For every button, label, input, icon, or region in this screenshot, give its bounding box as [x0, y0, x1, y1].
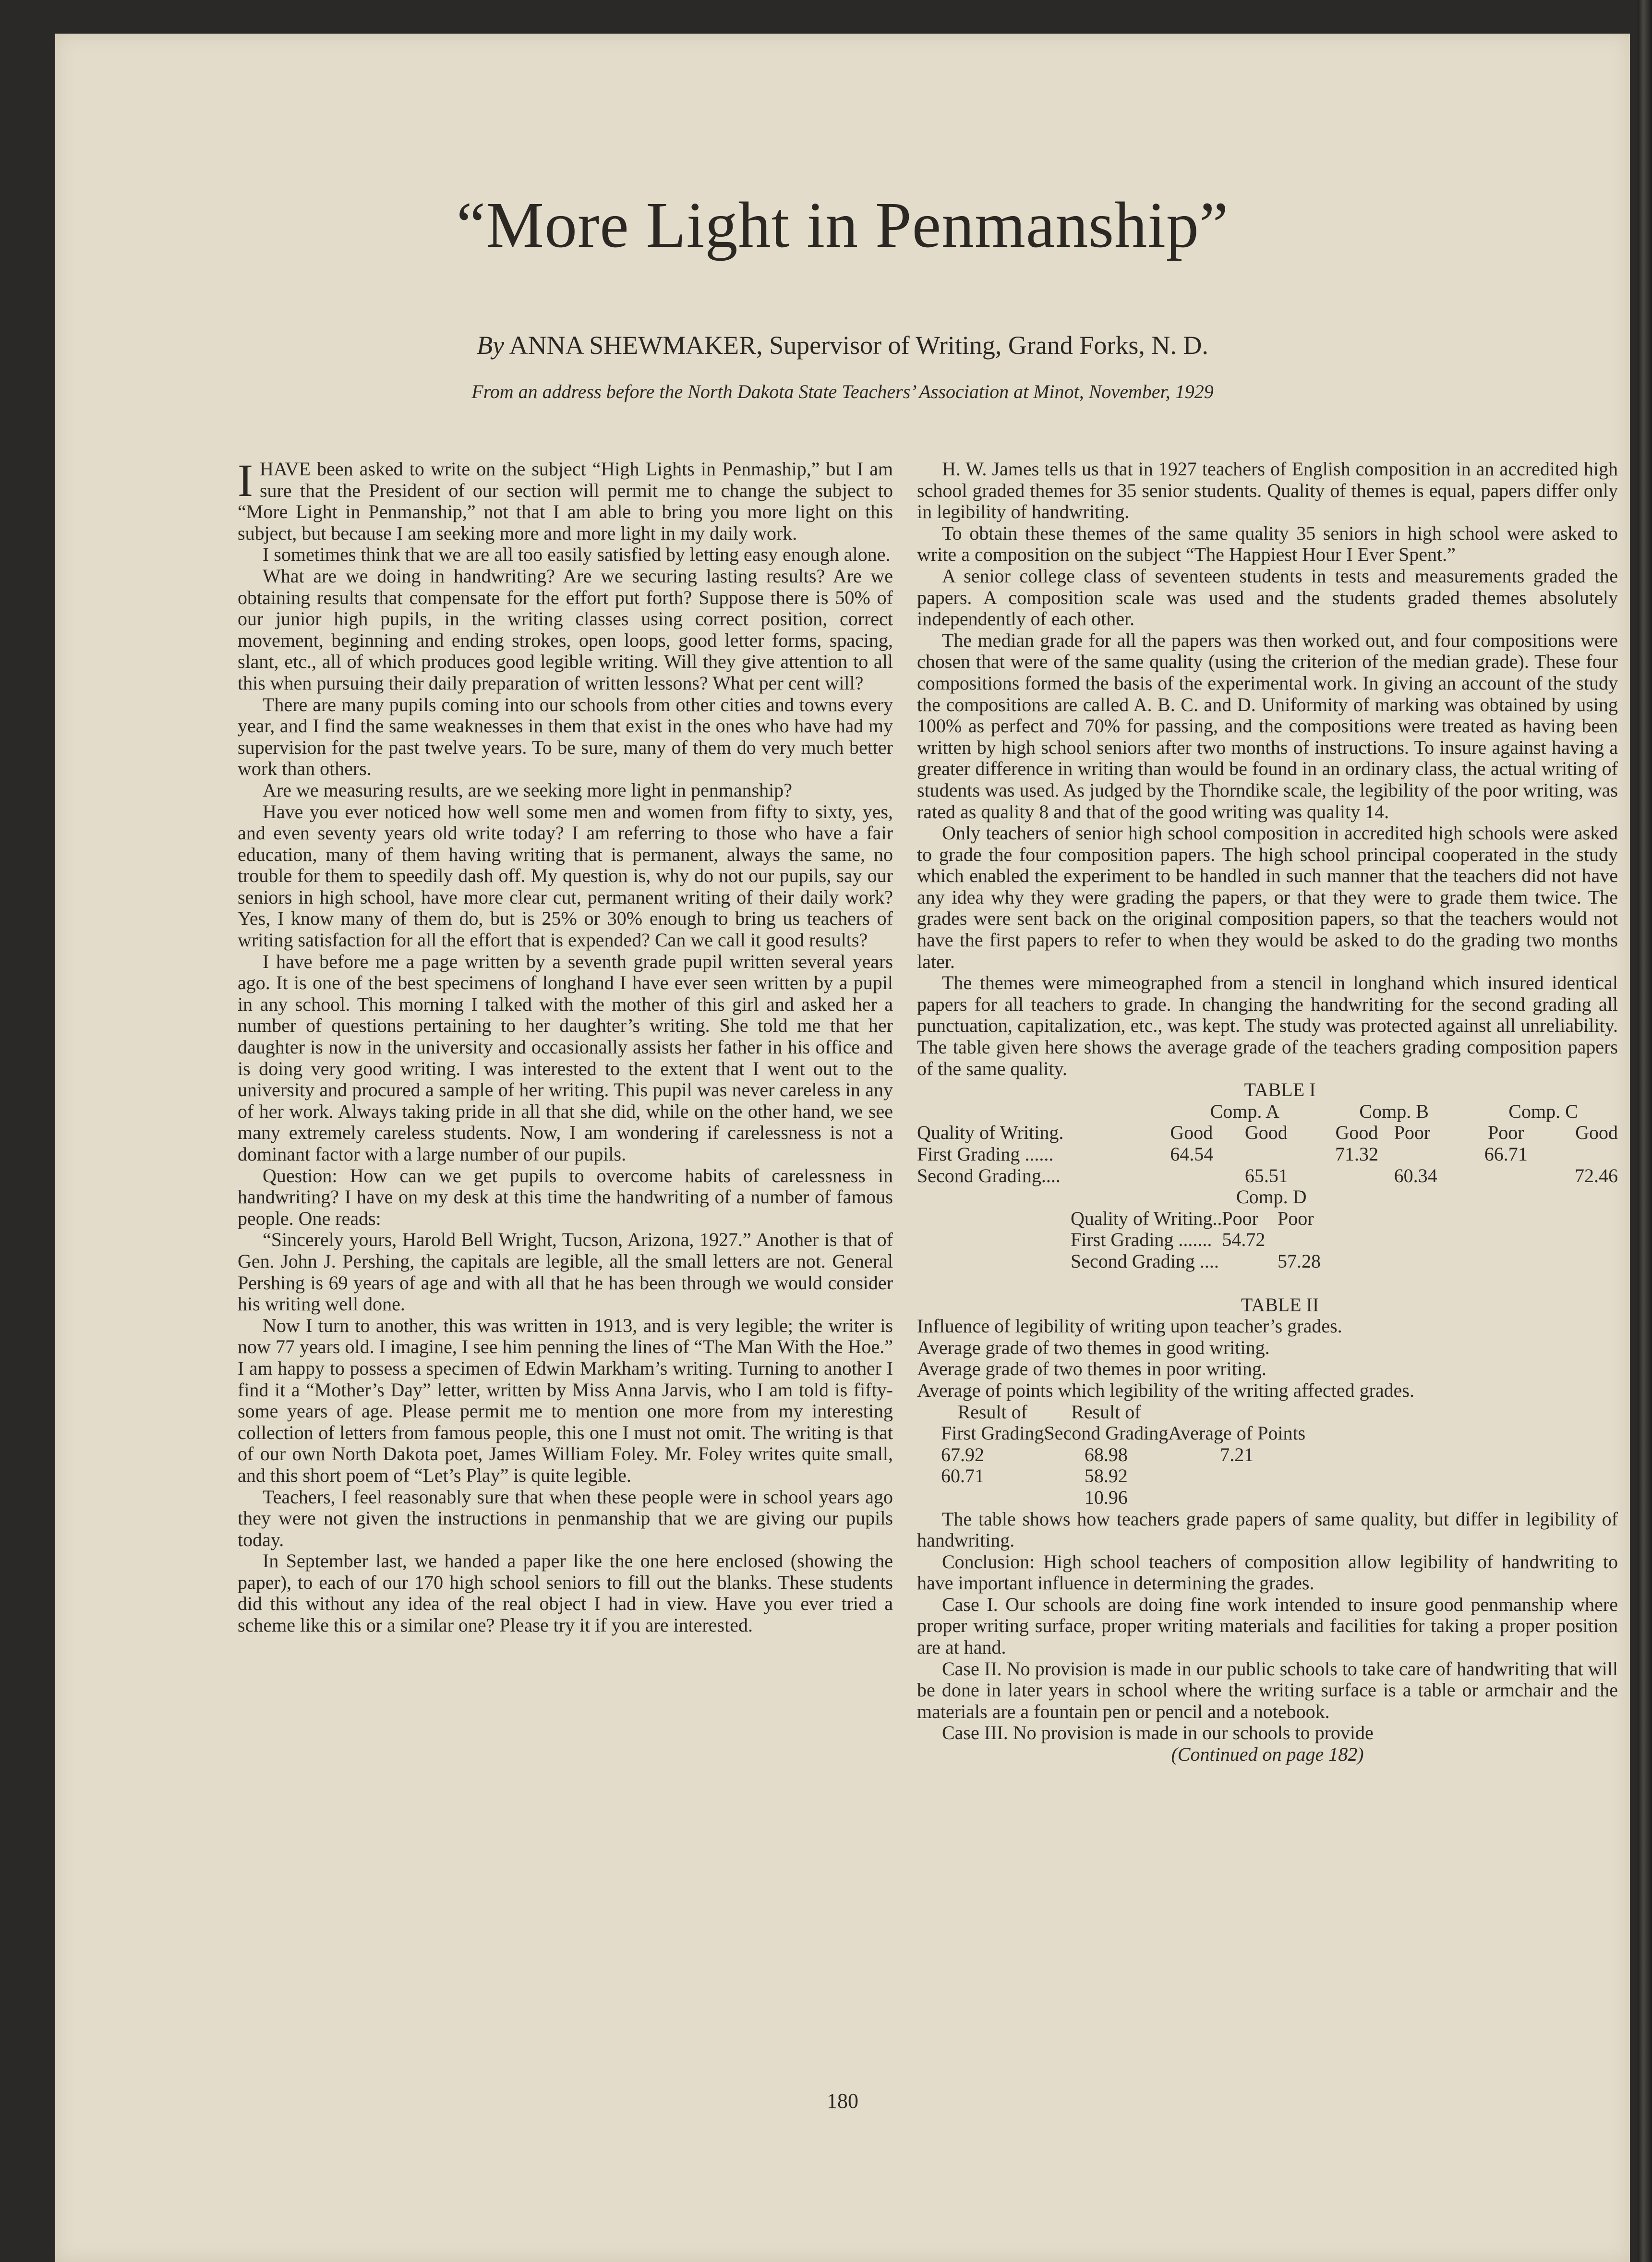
table-cell: Poor	[1222, 1207, 1258, 1229]
paragraph: Case II. No provision is made in our public schools to take care of handwriting that will be done in later years in school where the writing surface is a table or armchair and the materials are a fountain pen or pencil and a notebook.	[917, 1657, 1618, 1722]
table-row	[1071, 1229, 1321, 1251]
paragraph: Teachers, I feel reasonably sure that when these people were in school years ago they were not given the instructions in penmanship that we are giving our pupils today.	[238, 1486, 893, 1550]
paragraph: Have you ever noticed how well some men and women from fifty to sixty, yes, and even seventy years old write today? I am referring to those who have a fair education, many of them having writing that is permanent, always the same, no trouble for them to speedily dash off. My question is, why do not our pupils, say our seniors in high school, have more clear cut, permanent writing of their daily work? Yes, I know many of them do, but is 25% or 30% enough to bring us teachers of writing satisfaction for all the effort that is expended? Can we call it good results?	[238, 800, 893, 951]
table-cell: 64.54	[1170, 1143, 1214, 1165]
table-cell: Poor	[1394, 1122, 1431, 1144]
table-cell: Poor	[1488, 1122, 1524, 1144]
table-header: First Grading	[941, 1422, 1044, 1444]
table-row	[941, 1444, 1305, 1466]
paragraph: The median grade for all the papers was then worked out, and four compositions were chosen that were of the same quality (using the criterion of the median grade). These four compositions formed the basis of the experimental work. In giving an account of the study the compositions are called A. B. C. and D. Uniformity of marking was obtained by using 100% as perfect and 70% for passing, and the compositions were treated as having been written by high school seniors after two months of instructions. To insure against having a greater difference in writing than would be found in an ordinary class, the actual writing of students was used. As judged by the Thorndike scale, the legibility of the poor writing, was rated as quality 8 and that of the good writing was quality 14.	[917, 629, 1618, 823]
table-cell: Good	[1335, 1122, 1378, 1144]
table-cell: Poor	[1277, 1207, 1314, 1229]
table-row	[1071, 1186, 1321, 1208]
table-cell: Good	[1575, 1122, 1618, 1144]
table-header: Comp. A	[1210, 1100, 1280, 1122]
table-row	[941, 1423, 1305, 1444]
right-column	[917, 459, 1618, 2019]
table-cell: Quality of Writing.	[917, 1122, 1064, 1144]
paragraph-text: HAVE been asked to write on the subject “High Lights in Penmaship,” but I am sure that the President of our section will permit me to change the subject to “More Light in Penmanship,” not that I am able to bring you more light on this subject, but because I am seeking more and more light in my daily work.	[238, 459, 893, 544]
paragraph: I have before me a page written by a seventh grade pupil written several years ago. It is one of the best specimens of longhand I have ever seen written by a pupil in any school. This morning I talked with the mother of this girl and asked her a number of questions pertaining to her daughter’s writing. She told me that her daughter is now in the university and occasionally assists her father in his office and is doing very good writing. I was interested to the extent that I went out to the university and procured a sample of her writing. This pupil was never careless in any of her work. Always taking pride in all that she did, while on the other hand, we see many extremely careless students. Now, I am wondering if carelessness is not a dominant factor with a large number of our pupils.	[238, 950, 893, 1165]
table-cell: 72.46	[1575, 1164, 1618, 1186]
paragraph: Conclusion: High school teachers of composition allow legibility of handwriting to have important influence in determining the grades.	[917, 1550, 1618, 1594]
table-row	[941, 1487, 1305, 1509]
paragraph: Now I turn to another, this was written in 1913, and is very legible; the writer is now 77 years old. I imagine, I see him penning the lines of “The Man With the Hoe.” I am happy to possess a specimen of Edwin Markham’s writing. Turning to another I find it a “Mother’s Day” letter, written by Miss Anna Jarvis, who I am told is fifty-some years of age. Please permit me to mention one more from my interesting collection of letters from famous people, this one I must not omit. The writing is that of our own North Dakota poet, James William Foley. Mr. Foley writes quite small, and this short poem of “Let’s Play” is quite legible.	[238, 1314, 893, 1486]
article	[55, 34, 1630, 2262]
table-row	[941, 1402, 1305, 1423]
table-cell: 60.71	[941, 1465, 984, 1487]
paragraph: The table shows how teachers grade papers of same quality, but differ in legibility of handwriting.	[917, 1508, 1618, 1551]
page-sheet	[55, 34, 1630, 2262]
table-cell: 66.71	[1484, 1143, 1528, 1165]
caption-line: Average grade of two themes in poor writing.	[917, 1358, 1266, 1380]
paragraph: Question: How can we get pupils to overcome habits of carelessness in handwriting? I have on my desk at this time the handwriting of a number of famous people. One reads:	[238, 1164, 893, 1229]
table-2-title: TABLE II	[1241, 1294, 1319, 1316]
table-cell: 68.98	[1084, 1443, 1128, 1465]
book-binding	[1638, 0, 1652, 2262]
paragraph: Are we measuring results, are we seeking more light in penmanship?	[263, 779, 793, 801]
table-cell: Second Grading ....	[1071, 1250, 1219, 1272]
table-cell: 60.34	[1394, 1164, 1437, 1186]
paragraph: There are many pupils coming into our schools from other cities and towns every year, and I find the same weaknesses in them that exist in the ones who have had my supervision for the past twelve years. To be sure, many of them do very much better work than others.	[238, 693, 893, 780]
table-row	[917, 1101, 1618, 1123]
table-row	[1071, 1251, 1321, 1272]
table-row	[941, 1465, 1305, 1487]
continued-note: (Continued on page 182)	[1171, 1743, 1364, 1766]
paragraph: To obtain these themes of the same quality 35 seniors in high school were asked to write a composition on the subject “The Happiest Hour I Ever Spent.”	[917, 522, 1618, 566]
table-cell: 54.72	[1222, 1229, 1266, 1251]
table-2	[941, 1402, 1305, 1509]
table-header: Comp. B	[1359, 1100, 1429, 1122]
table-row	[1071, 1208, 1321, 1230]
byline-author: ANNA SHEWMAKER, Supervisor of Writing, Grand Forks, N. D.	[509, 331, 1208, 360]
paragraph: What are we doing in handwriting? Are we securing lasting results? Are we obtaining results that compensate for the effort put forth? Suppose there is 50% of our junior high pupils, in the writing classes using correct position, correct movement, beginning and ending strokes, open loops, good letter forms, spacing, slant, etc., all of which produces good legible writing. Will they give attention to all this when pursuing their daily preparation of written lessons? What per cent will?	[238, 565, 893, 694]
paragraph: Case III. No provision is made in our schools to provide	[942, 1722, 1374, 1744]
table-1-title: TABLE I	[1244, 1079, 1316, 1101]
caption-line: Influence of legibility of writing upon teacher’s grades.	[917, 1315, 1342, 1337]
table-header: Result of	[957, 1401, 1027, 1423]
paragraph: Only teachers of senior high school composition in accredited high schools were asked to grade the four composition papers. The high school principal cooperated in the study which enabled the experiment to be handled in such manner that the teachers did not have any idea why they were grading the papers, or that they were to grade them twice. The grades were sent back on the original composition papers, so that the teachers would not have the first papers to refer to when they would be asked to do the grading two months later.	[917, 822, 1618, 972]
table-cell: First Grading ......	[917, 1143, 1054, 1165]
caption-line: Average of points which legibility of the writing affected grades.	[917, 1379, 1414, 1401]
paragraph: Case I. Our schools are doing fine work intended to insure good penmanship where proper writing surface, proper writing materials and facilities for taking a proper position are at hand.	[917, 1593, 1618, 1658]
table-row	[917, 1165, 1618, 1187]
caption-line: Average grade of two themes in good writing.	[917, 1336, 1270, 1358]
table-cell: Good	[1244, 1122, 1288, 1144]
paragraph: In September last, we handed a paper like the one here enclosed (showing the paper), to each of our 170 high school seniors to fill out the blanks. These students did this without any idea of the real object I had in view. Have you ever tried a scheme like this or a similar one? Please try it if you are interested.	[238, 1550, 893, 1636]
table-cell: 67.92	[941, 1443, 984, 1465]
paragraph	[238, 459, 893, 544]
table-1	[917, 1101, 1618, 1186]
table-cell: 7.21	[1220, 1443, 1254, 1465]
table-header: Average of Points	[1168, 1422, 1306, 1444]
table-cell: 58.92	[1084, 1465, 1128, 1487]
table-cell: Second Grading....	[917, 1164, 1061, 1186]
drop-cap: I	[238, 459, 253, 506]
page-number: 180	[827, 2089, 858, 2113]
table-1-comp-d	[1071, 1186, 1321, 1272]
left-column	[238, 459, 893, 2019]
table-header: Result of	[1071, 1401, 1141, 1423]
paragraph: “Sincerely yours, Harold Bell Wright, Tucson, Arizona, 1927.” Another is that of Gen. John J. Pershing, the capitals are legible, all the small letters are not. General Pershing is 69 years of age and with all that he has been through we would consider his writing well done.	[238, 1229, 893, 1315]
table-cell: 57.28	[1277, 1250, 1321, 1272]
table-2-caption	[917, 1316, 1618, 1401]
table-cell: 71.32	[1335, 1143, 1378, 1165]
table-cell: First Grading .......	[1071, 1229, 1212, 1251]
table-row	[917, 1122, 1618, 1144]
article-title: “More Light in Penmanship”	[456, 189, 1229, 261]
table-header: Comp. D	[1236, 1186, 1307, 1208]
table-cell: 65.51	[1244, 1164, 1288, 1186]
source-note: From an address before the North Dakota State Teachers’ Association at Minot, November, 1929	[471, 381, 1214, 402]
byline-by: By	[477, 331, 505, 360]
table-header: Comp. C	[1508, 1100, 1578, 1122]
paragraph: The themes were mimeographed from a stencil in longhand which insured identical papers for all teachers to grade. In changing the handwriting for the second grading all punctuation, capitalization, etc., was kept. The study was protected against all unreliability. The table given here shows the average grade of the teachers grading composition papers of the same quality.	[917, 972, 1618, 1079]
paragraph: A senior college class of seventeen students in tests and measurements graded the papers. A composition scale was used and the students graded themes absolutely independently of each other.	[917, 565, 1618, 630]
table-cell: Good	[1170, 1122, 1213, 1144]
table-row	[917, 1144, 1618, 1165]
byline	[55, 330, 1630, 360]
table-header: Second Grading	[1044, 1422, 1169, 1444]
table-cell: Quality of Writing..	[1071, 1207, 1222, 1229]
table-cell: 10.96	[1084, 1486, 1128, 1508]
paragraph: I sometimes think that we are all too easily satisfied by letting easy enough alone.	[263, 544, 891, 566]
paragraph: H. W. James tells us that in 1927 teachers of English composition in an accredited high school graded themes for 35 senior students. Quality of themes is equal, papers differ only in legibility of handwriting.	[917, 459, 1618, 523]
